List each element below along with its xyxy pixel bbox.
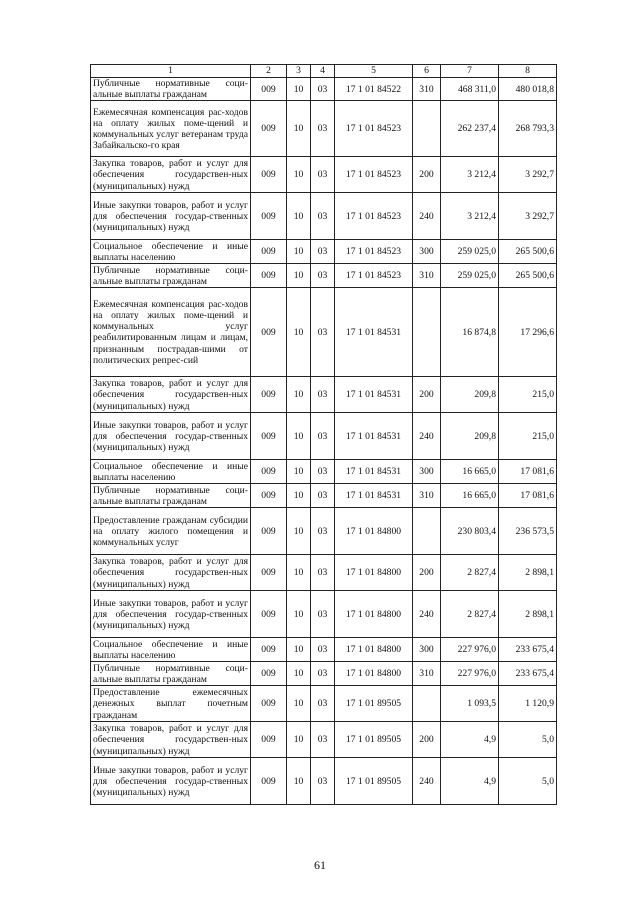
- subsection-code-cell: 03: [311, 460, 335, 484]
- subsection-code-cell: 03: [311, 264, 335, 288]
- column-header: 6: [413, 65, 441, 78]
- ministry-code-cell: 009: [251, 722, 287, 758]
- row-name-cell: Ежемесячная компенсация рас-ходов на оплату жилых поме-щений и коммунальных услуг ветеранам труда Забайкальско-го края: [91, 101, 251, 157]
- amount-year1-cell: 230 803,4: [441, 508, 499, 555]
- expense-type-cell: 200: [413, 157, 441, 193]
- row-name-cell: Иные закупки товаров, работ и услуг для обеспечения государ-ственных (муниципальных) нужд: [91, 758, 251, 805]
- amount-year1-cell: 209,8: [441, 377, 499, 413]
- expense-type-cell: 240: [413, 758, 441, 805]
- table-row: [91, 508, 557, 555]
- expense-type-cell: 310: [413, 484, 441, 508]
- amount-year1-cell: 4,9: [441, 722, 499, 758]
- table-row: [91, 413, 557, 460]
- column-header: 8: [499, 65, 557, 78]
- section-code-cell: 10: [287, 758, 311, 805]
- expense-type-cell: 200: [413, 377, 441, 413]
- subsection-code-cell: 03: [311, 413, 335, 460]
- section-code-cell: 10: [287, 264, 311, 288]
- table-row: [91, 662, 557, 686]
- section-code-cell: 10: [287, 101, 311, 157]
- amount-year1-cell: 16 665,0: [441, 484, 499, 508]
- subsection-code-cell: 03: [311, 686, 335, 722]
- ministry-code-cell: 009: [251, 288, 287, 377]
- expense-type-cell: 300: [413, 638, 441, 662]
- table-row: [91, 591, 557, 638]
- subsection-code-cell: 03: [311, 638, 335, 662]
- row-name-cell: Закупка товаров, работ и услуг для обеспечения государствен-ных (муниципальных) нужд: [91, 555, 251, 591]
- target-article-cell: 17 1 01 89505: [335, 686, 413, 722]
- ministry-code-cell: 009: [251, 508, 287, 555]
- section-code-cell: 10: [287, 288, 311, 377]
- target-article-cell: 17 1 01 84800: [335, 591, 413, 638]
- target-article-cell: 17 1 01 84523: [335, 101, 413, 157]
- amount-year2-cell: 17 296,6: [499, 288, 557, 377]
- amount-year1-cell: 3 212,4: [441, 157, 499, 193]
- target-article-cell: 17 1 01 84523: [335, 264, 413, 288]
- amount-year1-cell: 259 025,0: [441, 240, 499, 264]
- column-header: 1: [91, 65, 251, 78]
- column-header: 3: [287, 65, 311, 78]
- expense-type-cell: [413, 686, 441, 722]
- expense-type-cell: 300: [413, 460, 441, 484]
- amount-year2-cell: 233 675,4: [499, 638, 557, 662]
- budget-table: [90, 64, 557, 805]
- row-name-cell: Закупка товаров, работ и услуг для обеспечения государствен-ных (муниципальных) нужд: [91, 377, 251, 413]
- ministry-code-cell: 009: [251, 264, 287, 288]
- section-code-cell: 10: [287, 638, 311, 662]
- amount-year2-cell: 2 898,1: [499, 555, 557, 591]
- ministry-code-cell: 009: [251, 78, 287, 101]
- expense-type-cell: 310: [413, 662, 441, 686]
- table-row: [91, 288, 557, 377]
- row-name-cell: Иные закупки товаров, работ и услуг для обеспечения государ-ственных (муниципальных) нужд: [91, 193, 251, 240]
- amount-year2-cell: 3 292,7: [499, 157, 557, 193]
- column-header: 7: [441, 65, 499, 78]
- amount-year2-cell: 5,0: [499, 722, 557, 758]
- subsection-code-cell: 03: [311, 508, 335, 555]
- ministry-code-cell: 009: [251, 413, 287, 460]
- ministry-code-cell: 009: [251, 101, 287, 157]
- expense-type-cell: 200: [413, 555, 441, 591]
- target-article-cell: 17 1 01 84800: [335, 508, 413, 555]
- amount-year2-cell: 268 793,3: [499, 101, 557, 157]
- ministry-code-cell: 009: [251, 157, 287, 193]
- amount-year1-cell: 262 237,4: [441, 101, 499, 157]
- amount-year2-cell: 1 120,9: [499, 686, 557, 722]
- row-name-cell: Публичные нормативные соци-альные выплаты гражданам: [91, 78, 251, 101]
- amount-year2-cell: 17 081,6: [499, 484, 557, 508]
- row-name-cell: Иные закупки товаров, работ и услуг для обеспечения государ-ственных (муниципальных) нужд: [91, 591, 251, 638]
- table-row: [91, 264, 557, 288]
- expense-type-cell: 200: [413, 722, 441, 758]
- target-article-cell: 17 1 01 84531: [335, 484, 413, 508]
- target-article-cell: 17 1 01 84531: [335, 377, 413, 413]
- row-name-cell: Предоставление гражданам субсидии на оплату жилого помещения и коммунальных услуг: [91, 508, 251, 555]
- table-row: [91, 193, 557, 240]
- section-code-cell: 10: [287, 591, 311, 638]
- expense-type-cell: 240: [413, 193, 441, 240]
- amount-year1-cell: 259 025,0: [441, 264, 499, 288]
- row-name-cell: Социальное обеспечение и иные выплаты населению: [91, 638, 251, 662]
- section-code-cell: 10: [287, 413, 311, 460]
- section-code-cell: 10: [287, 508, 311, 555]
- amount-year1-cell: 16 665,0: [441, 460, 499, 484]
- amount-year1-cell: 1 093,5: [441, 686, 499, 722]
- amount-year2-cell: 233 675,4: [499, 662, 557, 686]
- row-name-cell: Закупка товаров, работ и услуг для обеспечения государствен-ных (муниципальных) нужд: [91, 722, 251, 758]
- section-code-cell: 10: [287, 555, 311, 591]
- target-article-cell: 17 1 01 84523: [335, 193, 413, 240]
- expense-type-cell: 310: [413, 264, 441, 288]
- table-row: [91, 240, 557, 264]
- amount-year2-cell: 265 500,6: [499, 264, 557, 288]
- expense-type-cell: 310: [413, 78, 441, 101]
- amount-year2-cell: 17 081,6: [499, 460, 557, 484]
- table-row: [91, 555, 557, 591]
- expense-type-cell: [413, 101, 441, 157]
- row-name-cell: Публичные нормативные соци-альные выплаты гражданам: [91, 662, 251, 686]
- subsection-code-cell: 03: [311, 101, 335, 157]
- subsection-code-cell: 03: [311, 157, 335, 193]
- section-code-cell: 10: [287, 78, 311, 101]
- amount-year2-cell: 215,0: [499, 377, 557, 413]
- target-article-cell: 17 1 01 84531: [335, 460, 413, 484]
- target-article-cell: 17 1 01 84800: [335, 555, 413, 591]
- row-name-cell: Социальное обеспечение и иные выплаты населению: [91, 460, 251, 484]
- page-number: 61: [314, 858, 326, 872]
- subsection-code-cell: 03: [311, 78, 335, 101]
- amount-year1-cell: 2 827,4: [441, 591, 499, 638]
- expense-type-cell: 300: [413, 240, 441, 264]
- amount-year2-cell: 265 500,6: [499, 240, 557, 264]
- expense-type-cell: [413, 288, 441, 377]
- amount-year1-cell: 468 311,0: [441, 78, 499, 101]
- amount-year1-cell: 3 212,4: [441, 193, 499, 240]
- ministry-code-cell: 009: [251, 555, 287, 591]
- section-code-cell: 10: [287, 193, 311, 240]
- ministry-code-cell: 009: [251, 240, 287, 264]
- row-name-cell: Закупка товаров, работ и услуг для обеспечения государствен-ных (муниципальных) нужд: [91, 157, 251, 193]
- section-code-cell: 10: [287, 460, 311, 484]
- target-article-cell: 17 1 01 84522: [335, 78, 413, 101]
- target-article-cell: 17 1 01 84800: [335, 638, 413, 662]
- target-article-cell: 17 1 01 89505: [335, 758, 413, 805]
- amount-year1-cell: 16 874,8: [441, 288, 499, 377]
- subsection-code-cell: 03: [311, 662, 335, 686]
- target-article-cell: 17 1 01 84523: [335, 240, 413, 264]
- column-header: 2: [251, 65, 287, 78]
- amount-year1-cell: 2 827,4: [441, 555, 499, 591]
- table-row: [91, 460, 557, 484]
- section-code-cell: 10: [287, 722, 311, 758]
- table-row: [91, 377, 557, 413]
- amount-year2-cell: 480 018,8: [499, 78, 557, 101]
- amount-year2-cell: 2 898,1: [499, 591, 557, 638]
- amount-year1-cell: 209,8: [441, 413, 499, 460]
- table-row: [91, 638, 557, 662]
- row-name-cell: Социальное обеспечение и иные выплаты населению: [91, 240, 251, 264]
- subsection-code-cell: 03: [311, 377, 335, 413]
- table-row: [91, 686, 557, 722]
- ministry-code-cell: 009: [251, 484, 287, 508]
- subsection-code-cell: 03: [311, 758, 335, 805]
- subsection-code-cell: 03: [311, 591, 335, 638]
- target-article-cell: 17 1 01 84531: [335, 288, 413, 377]
- subsection-code-cell: 03: [311, 193, 335, 240]
- table-row: [91, 78, 557, 101]
- table-row: [91, 484, 557, 508]
- row-name-cell: Публичные нормативные соци-альные выплаты гражданам: [91, 264, 251, 288]
- table-row: [91, 157, 557, 193]
- amount-year1-cell: 227 976,0: [441, 638, 499, 662]
- amount-year1-cell: 227 976,0: [441, 662, 499, 686]
- ministry-code-cell: 009: [251, 591, 287, 638]
- table-row: [91, 101, 557, 157]
- column-header: 5: [335, 65, 413, 78]
- ministry-code-cell: 009: [251, 460, 287, 484]
- table-body: [91, 78, 557, 805]
- section-code-cell: 10: [287, 686, 311, 722]
- row-name-cell: Публичные нормативные соци-альные выплаты гражданам: [91, 484, 251, 508]
- amount-year2-cell: 215,0: [499, 413, 557, 460]
- subsection-code-cell: 03: [311, 722, 335, 758]
- ministry-code-cell: 009: [251, 193, 287, 240]
- amount-year2-cell: 236 573,5: [499, 508, 557, 555]
- section-code-cell: 10: [287, 157, 311, 193]
- table-row: [91, 758, 557, 805]
- row-name-cell: Иные закупки товаров, работ и услуг для обеспечения государ-ственных (муниципальных) нужд: [91, 413, 251, 460]
- subsection-code-cell: 03: [311, 555, 335, 591]
- target-article-cell: 17 1 01 84531: [335, 413, 413, 460]
- amount-year2-cell: 3 292,7: [499, 193, 557, 240]
- table-row: [91, 722, 557, 758]
- row-name-cell: Ежемесячная компенсация рас-ходов на оплату жилых поме-щений и коммунальных услуг реабилитированным лицам и лицам, признанным пострадав-шими от политических репрес-сий: [91, 288, 251, 377]
- subsection-code-cell: 03: [311, 240, 335, 264]
- ministry-code-cell: 009: [251, 377, 287, 413]
- column-header: 4: [311, 65, 335, 78]
- amount-year2-cell: 5,0: [499, 758, 557, 805]
- section-code-cell: 10: [287, 377, 311, 413]
- subsection-code-cell: 03: [311, 288, 335, 377]
- target-article-cell: 17 1 01 84800: [335, 662, 413, 686]
- row-name-cell: Предоставление ежемесячных денежных выплат почетным гражданам: [91, 686, 251, 722]
- subsection-code-cell: 03: [311, 484, 335, 508]
- ministry-code-cell: 009: [251, 638, 287, 662]
- section-code-cell: 10: [287, 484, 311, 508]
- ministry-code-cell: 009: [251, 758, 287, 805]
- ministry-code-cell: 009: [251, 686, 287, 722]
- section-code-cell: 10: [287, 662, 311, 686]
- expense-type-cell: 240: [413, 413, 441, 460]
- expense-type-cell: 240: [413, 591, 441, 638]
- expense-type-cell: [413, 508, 441, 555]
- section-code-cell: 10: [287, 240, 311, 264]
- amount-year1-cell: 4,9: [441, 758, 499, 805]
- table-header-row: [91, 65, 557, 78]
- target-article-cell: 17 1 01 84523: [335, 157, 413, 193]
- ministry-code-cell: 009: [251, 662, 287, 686]
- target-article-cell: 17 1 01 89505: [335, 722, 413, 758]
